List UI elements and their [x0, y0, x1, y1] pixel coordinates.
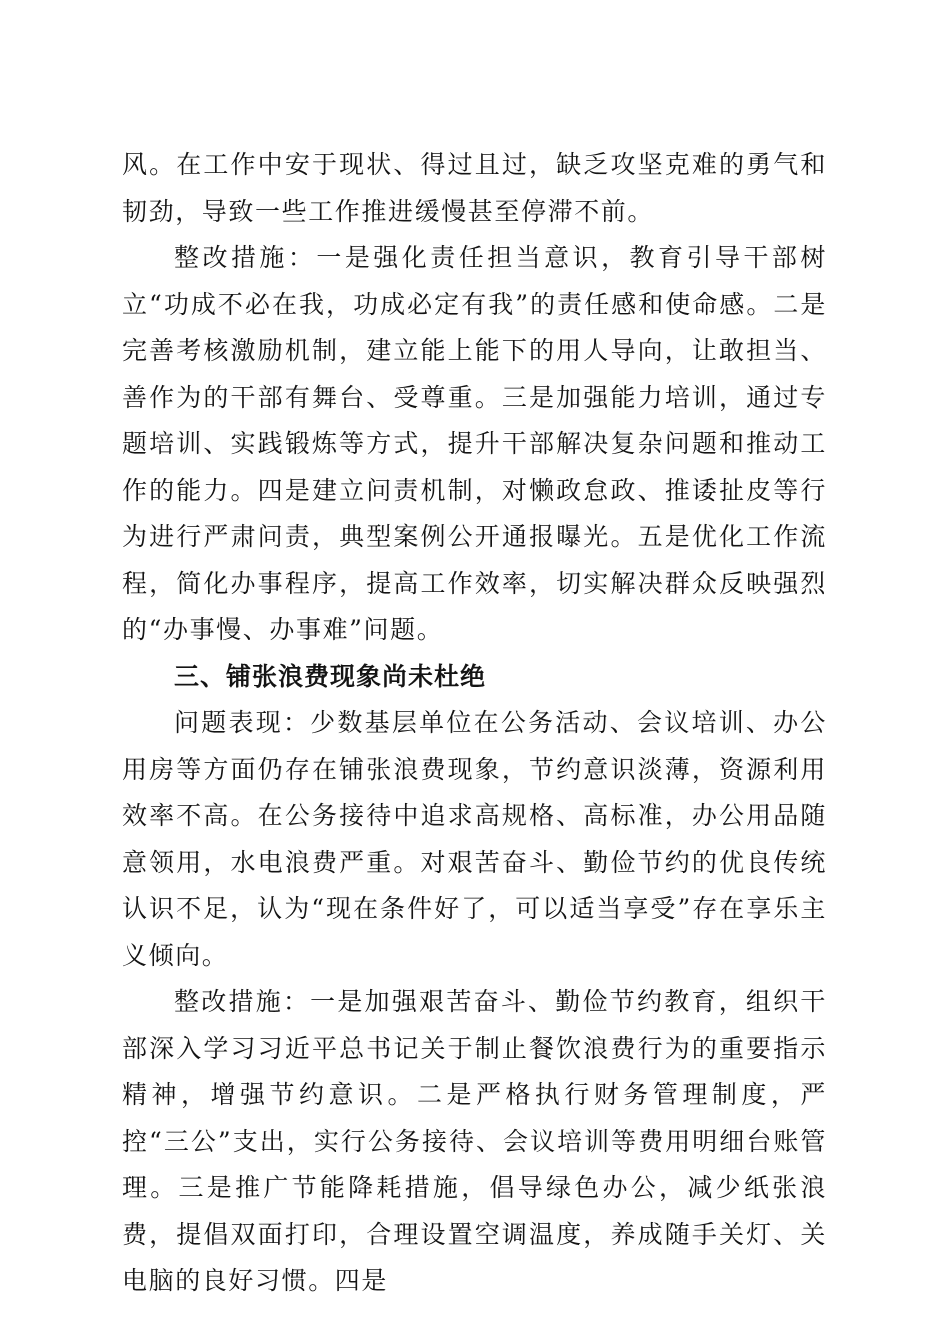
- paragraph-measures-2: 整改措施：一是强化责任担当意识，教育引导干部树立“功成不必在我，功成必定有我”的责任感和使命感。二是完善考核激励机制，建立能上能下的用人导向，让敢担当、善作为的干部有舞台、受尊重。三是加强能力培训，通过专题培训、实践锻炼等方式，提升干部解决复杂问题和推动工作的能力。四是建立问责机制，对懒政怠政、推诿扯皮等行为进行严肃问责，典型案例公开通报曝光。五是优化工作流程，简化办事程序，提高工作效率，切实解决群众反映强烈的“办事慢、办事难”问题。: [122, 243, 827, 644]
- document-body: [122, 142, 827, 1305]
- section-heading-3: 三、铺张浪费现象尚未杜绝: [174, 661, 487, 691]
- paragraph-problem-3: 问题表现：少数基层单位在公务活动、会议培训、办公用房等方面仍存在铺张浪费现象，节约意识淡薄，资源利用效率不高。在公务接待中追求高规格、高标准，办公用品随意领用，水电浪费严重。对艰苦奋斗、勤俭节约的优良传统认识不足，认为“现在条件好了，可以适当享受”存在享乐主义倾向。: [122, 708, 827, 970]
- paragraph-continued: 风。在工作中安于现状、得过且过，缺乏攻坚克难的勇气和韧劲，导致一些工作推进缓慢甚至停滞不前。: [122, 150, 827, 226]
- paragraph-measures-3: 整改措施：一是加强艰苦奋斗、勤俭节约教育，组织干部深入学习习近平总书记关于制止餐饮浪费行为的重要指示精神，增强节约意识。二是严格执行财务管理制度，严控“三公”支出，实行公务接待、会议培训等费用明细台账管理。三是推广节能降耗措施，倡导绿色办公，减少纸张浪费，提倡双面打印，合理设置空调温度，养成随手关灯、关电脑的良好习惯。四是: [122, 987, 827, 1295]
